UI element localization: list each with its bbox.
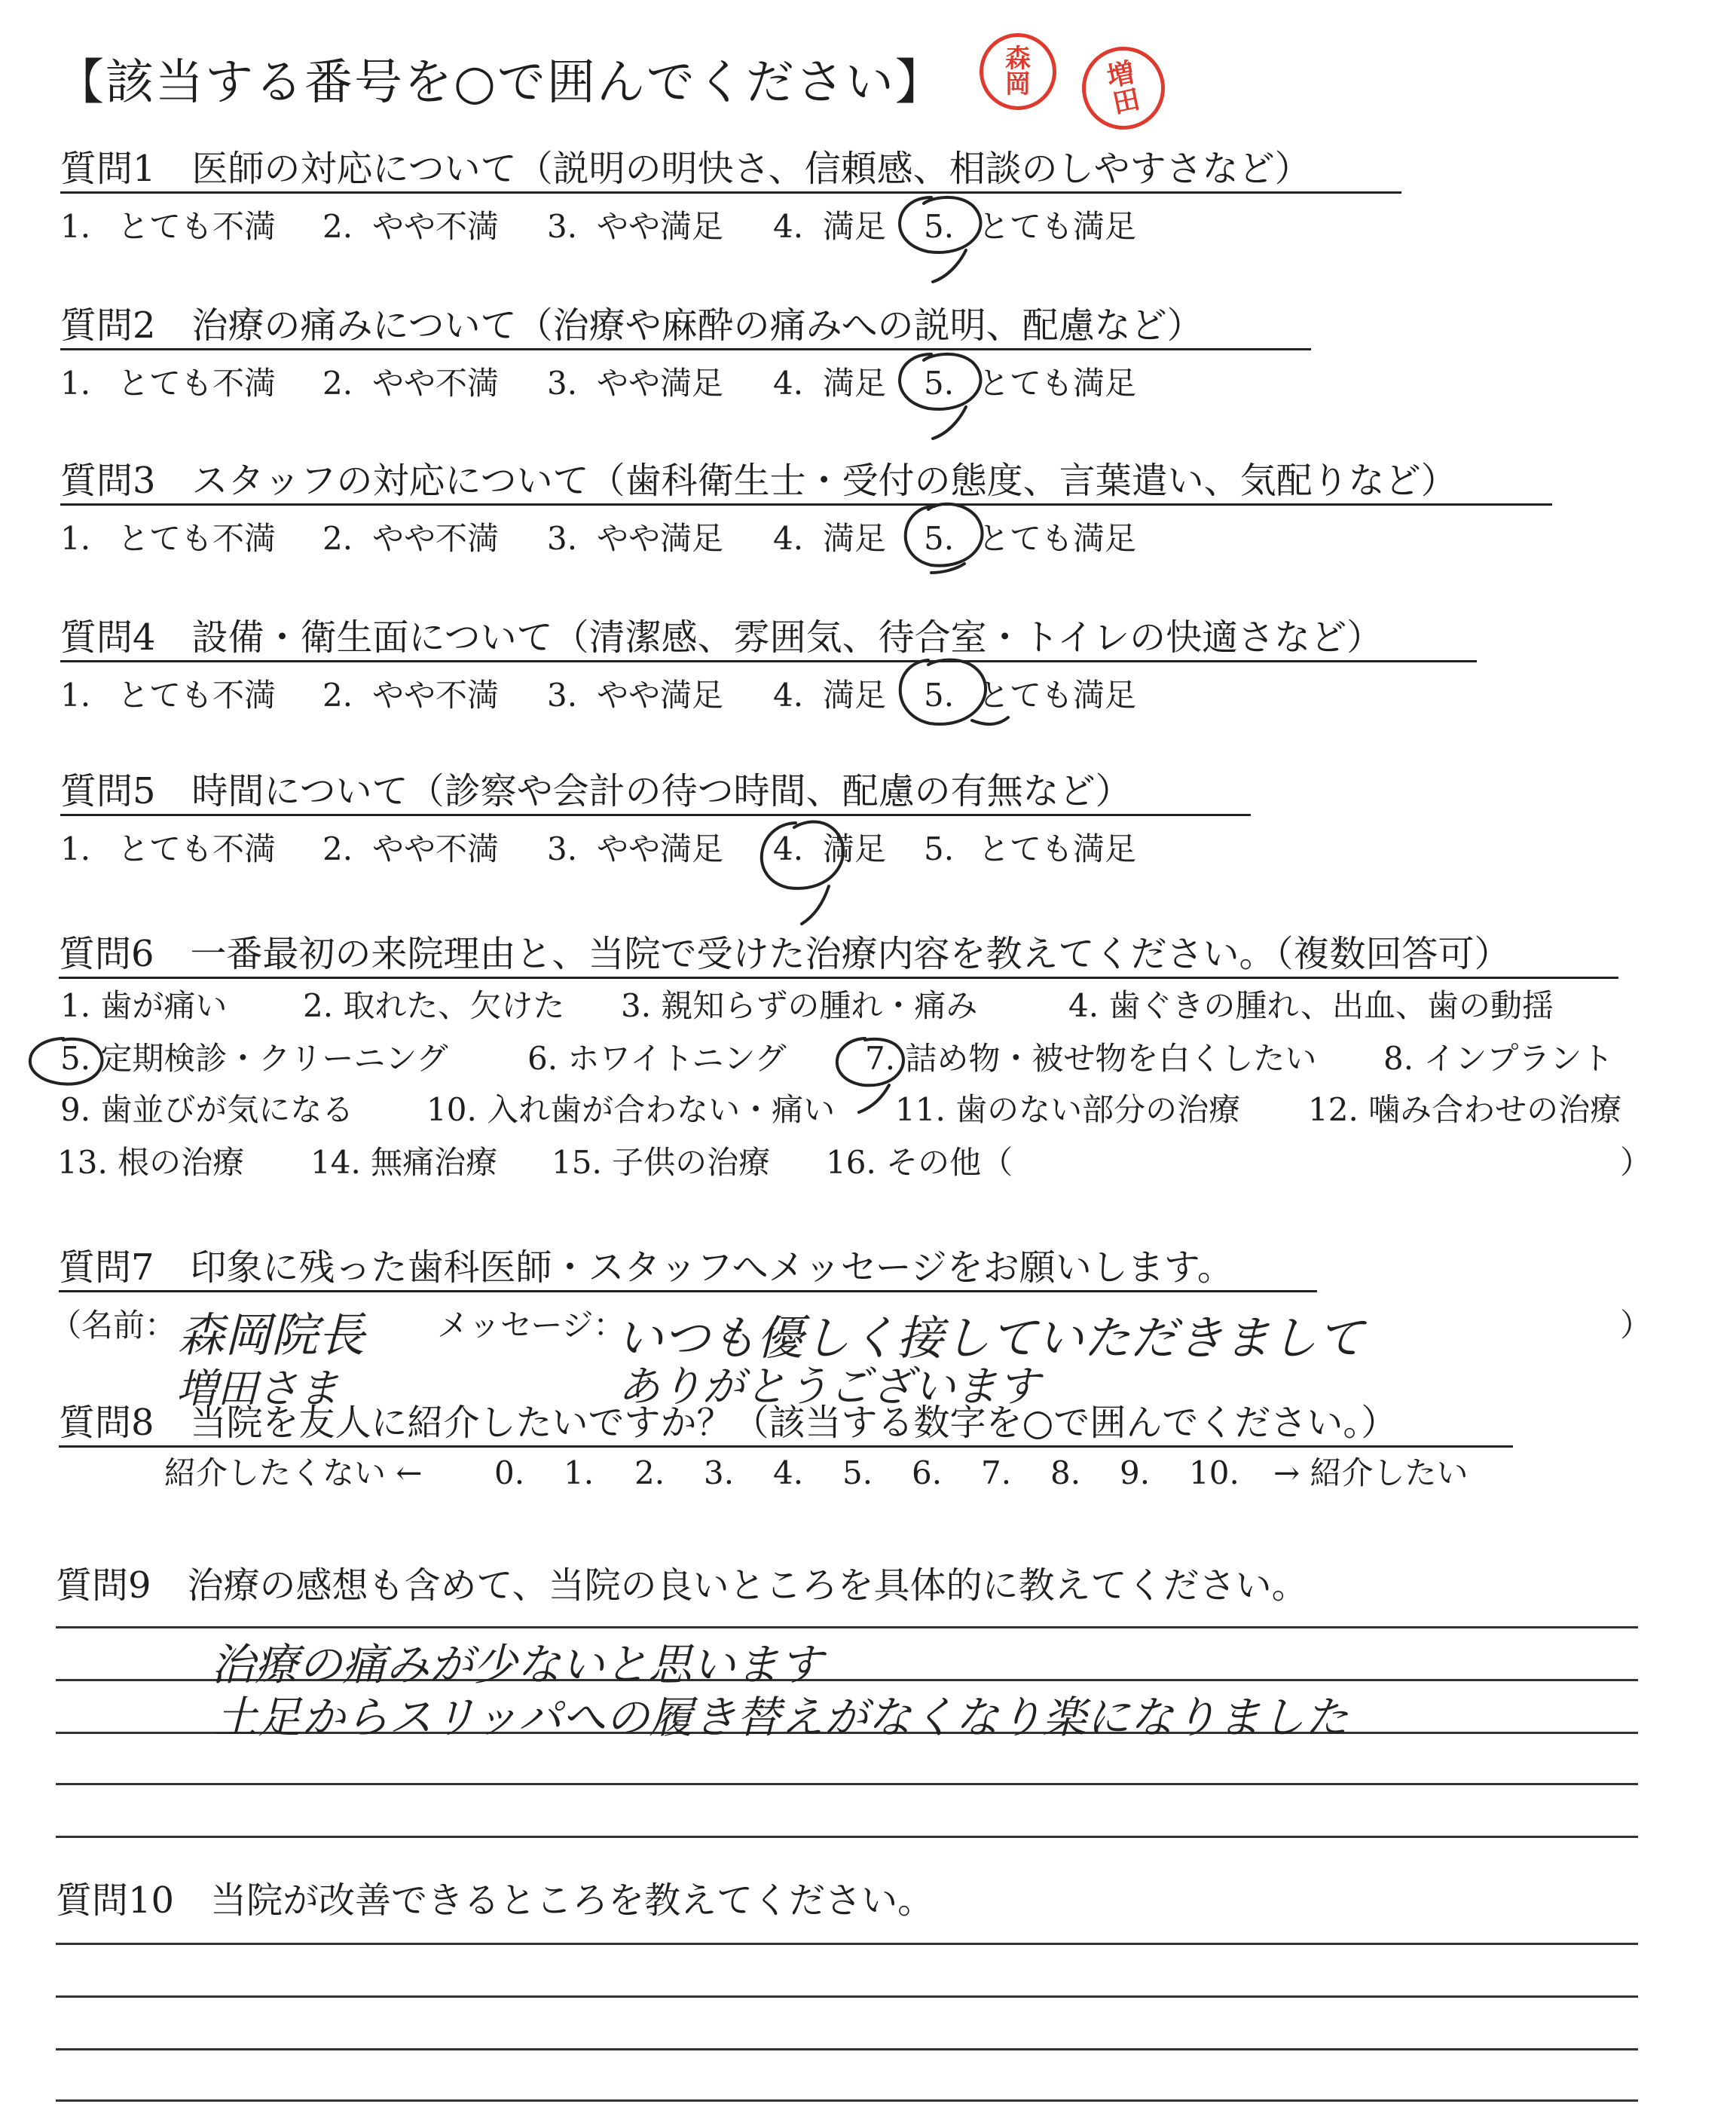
question-8-underline [59, 1445, 1513, 1448]
question-9-title: 質問9 治療の感想も含めて、当院の良いところを具体的に教えてください。 [56, 1564, 1308, 1607]
option-label[interactable]: とても満足 [978, 365, 1137, 402]
scale-value[interactable]: 3. [704, 1454, 735, 1491]
treatment-option[interactable]: 2. 取れた、欠けた [303, 987, 565, 1024]
question-1-underline [60, 191, 1401, 194]
option-label[interactable]: やや不満 [372, 677, 500, 714]
question-3-title: 質問3 スタッフの対応について（歯科衛生士・受付の態度、言葉遣い、気配りなど） [60, 460, 1457, 502]
scale-value[interactable]: 5. [842, 1454, 873, 1491]
treatment-option[interactable]: 10. 入れ歯が合わない・痛い [426, 1091, 836, 1128]
question-3-underline [60, 503, 1552, 506]
treatment-option[interactable]: 14. 無痛治療 [310, 1144, 498, 1181]
hanko-stamp-morioka [980, 33, 1056, 110]
option-number[interactable]: 4. [773, 830, 804, 867]
scale-value[interactable]: 2. [634, 1454, 665, 1491]
scale-value[interactable]: 1. [564, 1454, 594, 1491]
scale-value[interactable]: 4. [773, 1454, 804, 1491]
scale-value[interactable]: 6. [912, 1454, 943, 1491]
question-1-title: 質問1 医師の対応について（説明の明快さ、信頼感、相談のしやすさなど） [60, 148, 1311, 190]
stamp-char: 増 [1104, 57, 1138, 93]
option-number[interactable]: 4. [773, 520, 804, 557]
treatment-option[interactable]: 7. 詰め物・被せ物を白くしたい [865, 1040, 1317, 1077]
option-label[interactable]: とても不満 [118, 830, 277, 867]
hanko-stamp-masuda [1074, 39, 1172, 137]
option-label[interactable]: とても不満 [118, 520, 277, 557]
question-10-title: 質問10 当院が改善できるところを教えてください。 [56, 1879, 934, 1922]
scale-value[interactable]: 10. [1189, 1454, 1239, 1491]
option-label[interactable]: 満足 [823, 208, 887, 245]
answer-line [56, 1783, 1638, 1785]
option-label[interactable]: やや満足 [597, 365, 724, 402]
option-label[interactable]: 満足 [823, 365, 887, 402]
answer-line [56, 2048, 1638, 2050]
option-number[interactable]: 3. [547, 208, 578, 245]
option-label[interactable]: とても不満 [118, 208, 277, 245]
question-7-title: 質問7 印象に残った歯科医師・スタッフへメッセージをお願いします。 [59, 1246, 1233, 1289]
option-number[interactable]: 1. [60, 365, 91, 402]
option-number[interactable]: 5. [924, 365, 955, 402]
option-number[interactable]: 2. [322, 520, 353, 557]
treatment-option[interactable]: 3. 親知らずの腫れ・痛み [621, 987, 978, 1024]
option-number[interactable]: 5. [924, 677, 955, 714]
option-number[interactable]: 1. [60, 208, 91, 245]
option-number[interactable]: 4. [773, 208, 804, 245]
option-label[interactable]: やや不満 [372, 520, 500, 557]
treatment-option[interactable]: 8. インプラント [1383, 1040, 1614, 1077]
option-label[interactable]: やや不満 [372, 208, 500, 245]
option-label[interactable]: とても満足 [978, 520, 1137, 557]
option-label[interactable]: やや不満 [372, 830, 500, 867]
scale-value[interactable]: 7. [981, 1454, 1012, 1491]
question-4-underline [60, 660, 1477, 662]
answer-line [56, 1943, 1638, 1945]
option-label[interactable]: やや満足 [597, 677, 724, 714]
handwritten-answer-line-2: 土足からスリッパへの履き替えがなくなり楽になりました [214, 1692, 1349, 1743]
option-label[interactable]: とても不満 [118, 365, 277, 402]
treatment-option[interactable]: 6. ホワイトニング [527, 1040, 787, 1077]
question-4-title: 質問4 設備・衛生面について（清潔感、雰囲気、待合室・トイレの快適さなど） [60, 616, 1383, 659]
option-number[interactable]: 1. [60, 830, 91, 867]
page-title: 【該当する番号を○で囲んでください】 [56, 55, 945, 111]
option-number[interactable]: 4. [773, 365, 804, 402]
scale-right-label: → 紹介したい [1273, 1454, 1469, 1491]
option-number[interactable]: 3. [547, 365, 578, 402]
scale-left-label: 紹介したくない ← [164, 1454, 423, 1491]
option-label[interactable]: 満足 [823, 677, 887, 714]
option-label[interactable]: やや満足 [597, 520, 724, 557]
option-number[interactable]: 2. [322, 208, 353, 245]
scale-value[interactable]: 9. [1120, 1454, 1151, 1491]
question-6-title: 質問6 一番最初の来院理由と、当院で受けた治療内容を教えてください。（複数回答可） [59, 933, 1511, 975]
option-number[interactable]: 2. [322, 677, 353, 714]
treatment-option[interactable]: 9. 歯並びが気になる [60, 1091, 354, 1128]
answer-line [56, 2099, 1638, 2102]
treatment-option[interactable]: 15. 子供の治療 [552, 1144, 771, 1181]
option-label[interactable]: やや不満 [372, 365, 500, 402]
treatment-option[interactable]: 5. 定期検診・クリーニング [60, 1040, 448, 1077]
option-number[interactable]: 3. [547, 520, 578, 557]
treatment-option[interactable]: 12. 噛み合わせの治療 [1308, 1091, 1622, 1128]
question-2-underline [60, 348, 1311, 350]
option-number[interactable]: 5. [924, 520, 955, 557]
option-number[interactable]: 3. [547, 677, 578, 714]
question-8-title: 質問8 当院を友人に紹介したいですか？（該当する数字を○で囲んでください。） [59, 1402, 1398, 1444]
option-label[interactable]: 満足 [823, 520, 887, 557]
question-5-title: 質問5 時間について（診察や会計の待つ時間、配慮の有無など） [60, 770, 1132, 812]
question-7-underline [59, 1290, 1317, 1292]
stamp-char: 岡 [1005, 69, 1031, 99]
treatment-option[interactable]: 16. その他（ [826, 1144, 1013, 1181]
scale-value[interactable]: 8. [1050, 1454, 1081, 1491]
handwritten-message-line-1: いつも優しく接していただきまして [616, 1310, 1365, 1365]
message-label: メッセージ： [437, 1307, 625, 1344]
handwritten-answer-line-1: 治療の痛みが少ないと思います [211, 1639, 824, 1690]
treatment-option[interactable]: 13. 根の治療 [57, 1144, 245, 1181]
option-label[interactable]: やや満足 [597, 208, 724, 245]
question-5-underline [60, 814, 1251, 816]
stamp-char: 田 [1109, 83, 1143, 120]
handwritten-name-line-1: 森岡院長 [178, 1307, 365, 1362]
answer-line [56, 1626, 1638, 1628]
treatment-option[interactable]: 4. 歯ぐきの腫れ、出血、歯の動揺 [1068, 987, 1554, 1024]
option-number[interactable]: 5. [924, 208, 955, 245]
treatment-option[interactable]: ） [1620, 1144, 1652, 1181]
option-label[interactable]: とても不満 [118, 677, 277, 714]
answer-line [56, 1836, 1638, 1838]
treatment-option[interactable]: 1. 歯が痛い [60, 987, 228, 1024]
option-label[interactable]: とても満足 [978, 830, 1137, 867]
handwritten-message-line-2: ありがとうございます [618, 1362, 1040, 1411]
stamp-char: 森 [1005, 44, 1031, 74]
option-label[interactable]: とても満足 [978, 677, 1137, 714]
question-6-underline [59, 977, 1618, 979]
treatment-option[interactable]: 11. 歯のない部分の治療 [895, 1091, 1241, 1128]
option-label[interactable]: とても満足 [978, 208, 1137, 245]
scale-value[interactable]: 0. [494, 1454, 525, 1491]
option-number[interactable]: 4. [773, 677, 804, 714]
option-number[interactable]: 2. [322, 830, 353, 867]
option-number[interactable]: 1. [60, 520, 91, 557]
option-number[interactable]: 5. [924, 830, 955, 867]
answer-line [56, 1995, 1638, 1998]
option-label[interactable]: 満足 [823, 830, 887, 867]
question-2-title: 質問2 治療の痛みについて（治療や麻酔の痛みへの説明、配慮など） [60, 304, 1203, 347]
option-label[interactable]: やや満足 [597, 830, 724, 867]
option-number[interactable]: 1. [60, 677, 91, 714]
message-close-paren: ） [1620, 1307, 1652, 1344]
handwritten-name-line-2: 増田さま [176, 1365, 339, 1412]
name-label: （名前： [50, 1307, 177, 1344]
option-number[interactable]: 2. [322, 365, 353, 402]
option-number[interactable]: 3. [547, 830, 578, 867]
